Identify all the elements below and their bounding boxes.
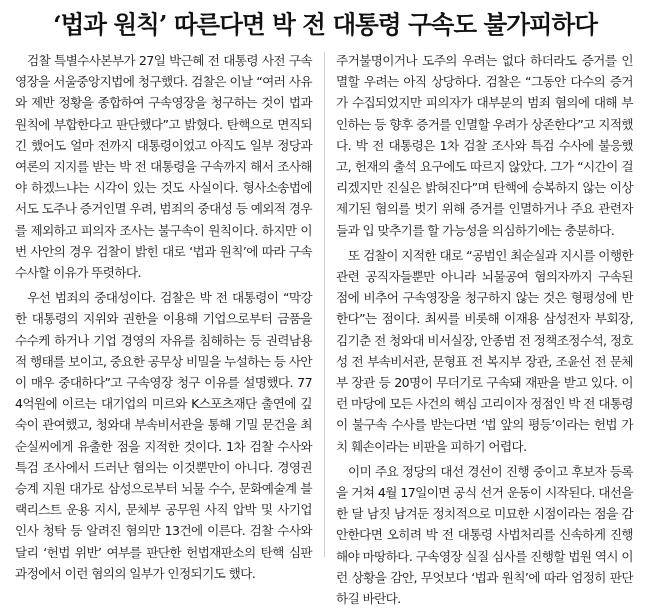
paragraph: 이미 주요 정당의 대선 경선이 진행 중이고 후보자 등록을 거쳐 4월 17일이면 공식 선거 운동이 시작된다. 대선을 한 달 남짓 남겨둔 정치적으로 미묘한 시점이라는 점을 감안한다면 오히려 박 전 대통령 사법처리를 신속하게 진행해야 마땅하다. 구속영장 실질 심사를 진행할 법원 역시 이런 상황을 감안, 무엇보다 ‘법과 원칙’에 따라 엄정히 판단하길 바란다.: [336, 463, 633, 607]
paragraph: 우선 범죄의 중대성이다. 검찰은 박 전 대통령이 “막강한 대통령의 지위와 권한을 이용해 기업으로부터 금품을 수수케 하거나 기업 경영의 자유를 침해하는 등 권력남용적 행태를 보이고, 중요한 공무상 비밀을 누설하는 등 사안이 매우 중대하다”고 구속영장 청구 이유를 설명했다. 774억원에 이르는 대기업의 미르와 K스포츠재단 출연에 깊숙이 관여했고, 청와대 부속비서관을 통해 기밀 문건을 최순실씨에게 유출한 점을 지적한 것이다. 1차 검찰 수사와 특검 조사에서 드러난 혐의는 이것뿐만이 아니다. 경영권 승계 지원 대가로 삼성으로부터 뇌물 수수, 문화예술계 블랙리스트 운용 지시, 문체부 공무원 사직 압박 및 사기업 인사 청탁 등 알려진 혐의만 13건에 이른다. 검찰 수사와 달리 ‘헌법 위반’ 여부를 판단한 헌법재판소의 탄핵 심판 과정에서 이런 혐의의 일부가 인정되기도 했다.: [15, 290, 312, 581]
headline: ‘법과 원칙’ 따른다면 박 전 대통령 구속도 불가피하다: [53, 9, 597, 39]
right-column: [336, 50, 633, 609]
paragraph: 검찰 특별수사본부가 27일 박근혜 전 대통령 사전 구속영장을 서울중앙지법에 청구했다. 검찰은 이날 “여러 사유와 제반 정황을 종합하여 구속영장을 청구하는 것이 법과 원칙에 부합한다고 판단했다”고 밝혔다. 탄핵으로 면직되긴 했어도 얼마 전까지 대통령이었고 아직도 일부 정당과 여론의 지지를 받는 박 전 대통령을 구속까지 해서 조사해야 하겠느냐는 시각이 있는 것도 사실이다. 형사소송법에서도 도주나 증거인멸 우려, 범죄의 중대성 등 예외적 경우를 제외하고 피의자 조사는 불구속이 원칙이다. 하지만 이번 사안의 경우 검찰이 밝힌 대로 ‘법과 원칙’에 따라 구속 수사할 이유가 뚜렷하다.: [15, 53, 312, 281]
left-column: [15, 50, 312, 584]
paragraph: 주거불명이거나 도주의 우려는 없다 하더라도 증거를 인멸할 우려는 아직 상당하다. 검찰은 “그동안 다수의 증거가 수집되었지만 피의자가 대부분의 범죄 혐의에 대해 부인하는 등 향후 증거를 인멸할 우려가 상존한다”고 지적했다. 박 전 대통령은 1차 검찰 조사와 특검 수사에 불응했고, 헌재의 출석 요구에도 따르지 않았다. 그가 “시간이 걸리겠지만 진실은 밝혀진다”며 탄핵에 승복하지 않는 이상 제기된 혐의를 벗기 위해 증거를 인멸하거나 주요 관련자들과 입 맞추기를 할 가능성을 의심하기에는 충분하다.: [336, 53, 633, 238]
paragraph: 또 검찰이 지적한 대로 “공범인 최순실과 지시를 이행한 관련 공직자들뿐만 아니라 뇌물공여 혐의자까지 구속된 점에 비추어 구속영장을 청구하지 않는 것은 형평성에 반한다”는 점이다. 최씨를 비롯해 이재용 삼성전자 부회장, 김기춘 전 청와대 비서실장, 안종범 전 정책조정수석, 정호성 전 부속비서관, 문형표 전 복지부 장관, 조윤선 전 문체부 장관 등 20명이 무더기로 구속돼 재판을 받고 있다. 이런 마당에 모든 사건의 핵심 고리이자 정점인 박 전 대통령이 불구속 수사를 받는다면 ‘법 앞의 평등’이라는 헌법 가치 훼손이라는 비판을 피하기 어렵다.: [336, 247, 633, 454]
column-divider: [324, 52, 325, 557]
